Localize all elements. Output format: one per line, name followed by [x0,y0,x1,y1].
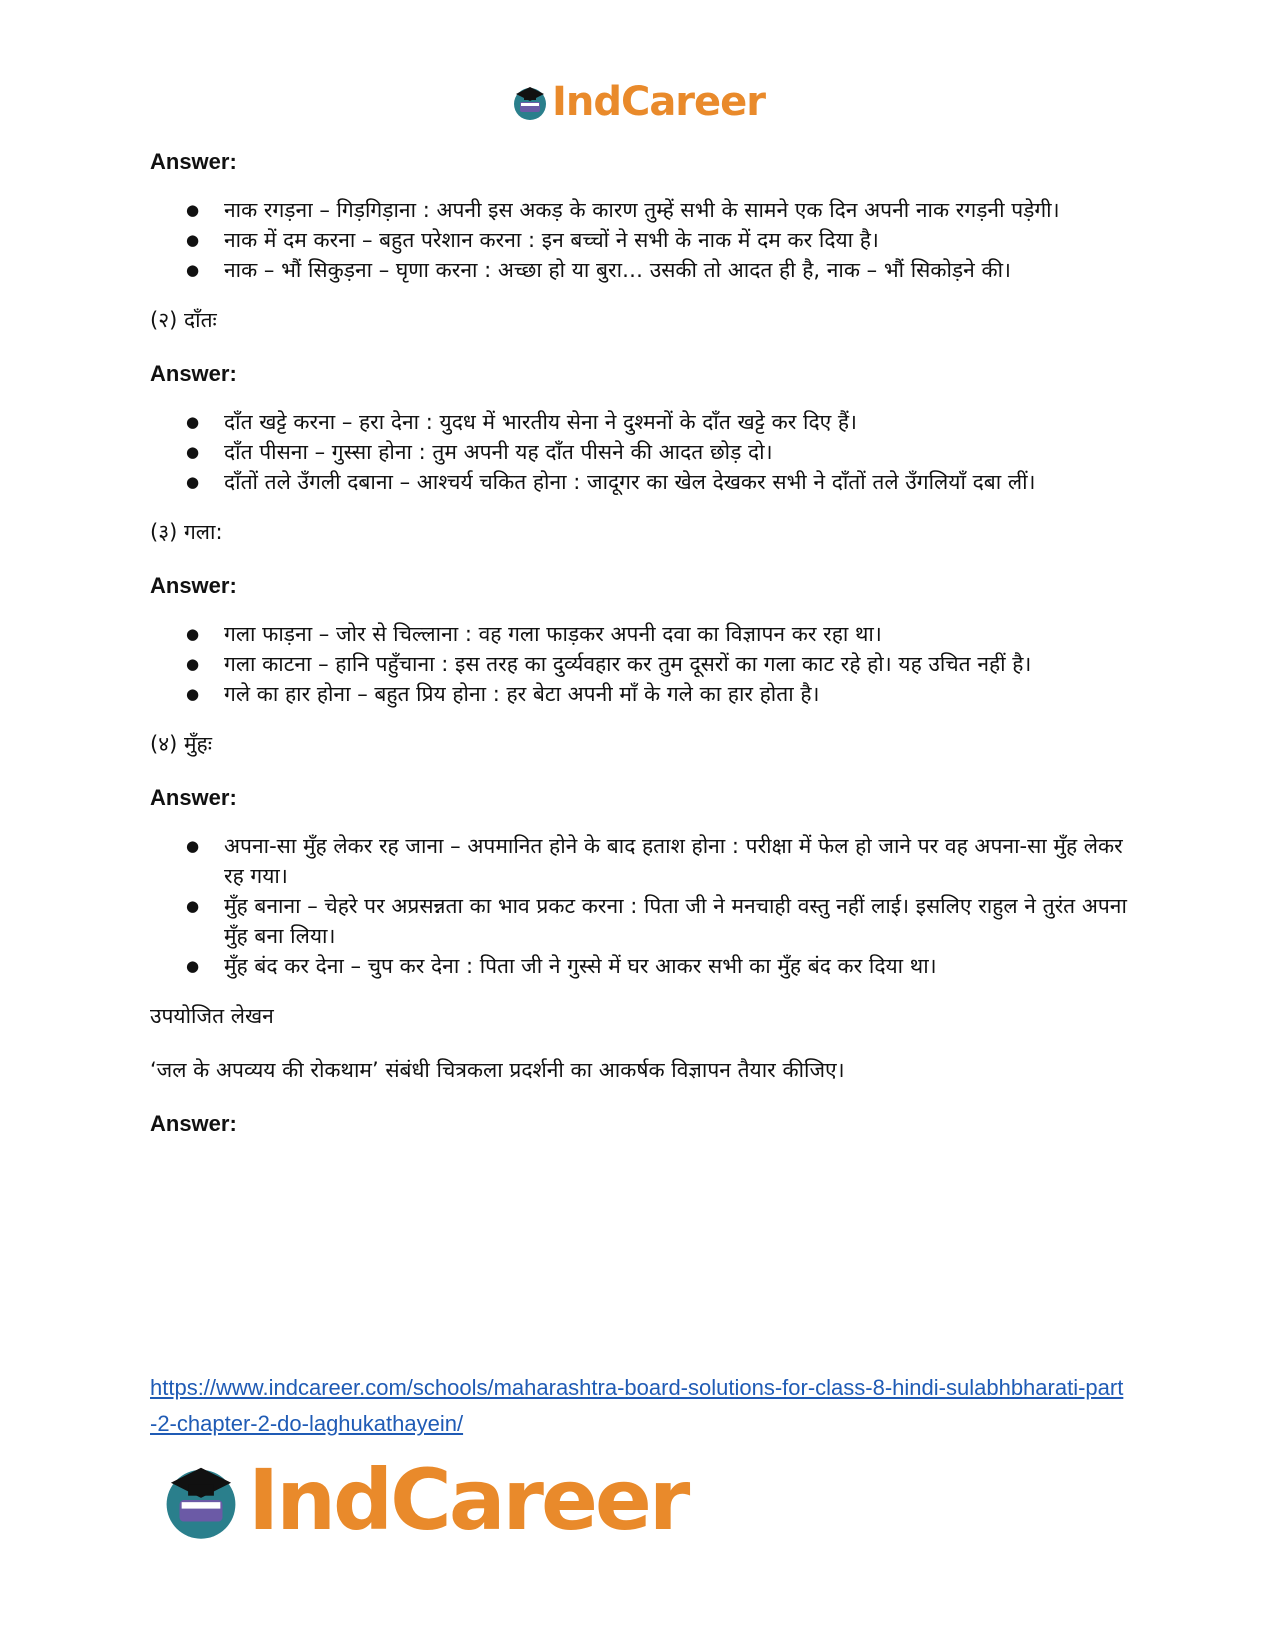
list-item: ● मुँह बनाना – चेहरे पर अप्रसन्नता का भाव प्रकट करना : पिता जी ने मनचाही वस्तु नहीं लाई। इसलिए राहुल ने तुरंत अपना मुँह बना लिया। [224,891,1130,951]
list-item: ● मुँह बंद कर देना – चुप कर देना : पिता जी ने गुस्से में घर आकर सभी का मुँह बंद कर दिया था। [224,951,1130,981]
graduation-globe-icon [158,1457,244,1543]
list-item: ● नाक – भौं सिकुड़ना – घृणा करना : अच्छा हो या बुरा… उसकी तो आदत ही है, नाक – भौं सिकोड़ने की। [224,255,1130,285]
answer-label: Answer: [150,785,237,810]
list-item: ● नाक रगड़ना – गिड़गिड़ाना : अपनी इस अकड़ के कारण तुम्हें सभी के सामने एक दिन अपनी नाक रगड़नी पड़ेगी। [224,195,1130,225]
header-logo [0,76,1275,128]
answer-label: Answer: [150,361,237,386]
idiom-list [150,195,1130,285]
idiom-list [150,407,1130,497]
list-item: ● दाँत पीसना – गुस्सा होना : तुम अपनी यह दाँत पीसने की आदत छोड़ दो। [224,437,1130,467]
answer-label: Answer: [150,149,237,174]
list-item: ● अपना-सा मुँह लेकर रह जाना – अपमानित होने के बाद हताश होना : परीक्षा में फेल हो जाने पर वह अपना-सा मुँह लेकर रह गया। [224,831,1130,891]
list-item: ● नाक में दम करना – बहुत परेशान करना : इन बच्चों ने सभी के नाक में दम कर दिया है। [224,225,1130,255]
section-heading: (४) मुँहः [150,732,212,756]
document-body [150,145,1130,1141]
list-item: ● दाँतों तले उँगली दबाना – आश्चर्य चकित होना : जादूगर का खेल देखकर सभी ने दाँतों तले उँगलियाँ दबा लीं। [224,467,1130,497]
answer-label: Answer: [150,573,237,598]
section-heading: (२) दाँतः [150,308,217,332]
list-item: ● गले का हार होना – बहुत प्रिय होना : हर बेटा अपनी माँ के गले का हार होता है। [224,679,1130,709]
applied-writing-heading: उपयोजित लेखन [150,1004,274,1028]
graduation-globe-icon [510,82,550,122]
list-item: ● दाँत खट्टे करना – हरा देना : युदध में भारतीय सेना ने दुश्मनों के दाँत खट्टे कर दिए हैं। [224,407,1130,437]
brand-name: IndCareer [551,79,766,125]
idiom-list [150,831,1130,981]
footer-logo [158,1451,688,1549]
section-heading: (३) गला: [150,520,223,544]
list-item: ● गला फाड़ना – जोर से चिल्लाना : वह गला फाड़कर अपनी दवा का विज्ञापन कर रहा था। [224,619,1130,649]
brand-name: IndCareer [248,1451,688,1549]
idiom-list [150,619,1130,709]
source-link[interactable]: https://www.indcareer.com/schools/maharashtra-board-solutions-for-class-8-hindi-sulabhbharati-part-2-chapter-2-do-laghukathayein/ [150,1375,1124,1436]
applied-writing-question: ‘जल के अपव्यय की रोकथाम’ संबंधी चित्रकला प्रदर्शनी का आकर्षक विज्ञापन तैयार कीजिए। [150,1058,845,1082]
answer-label: Answer: [150,1111,237,1136]
list-item: ● गला काटना – हानि पहुँचाना : इस तरह का दुर्व्यवहार कर तुम दूसरों का गला काट रहे हो। यह उचित नहीं है। [224,649,1130,679]
